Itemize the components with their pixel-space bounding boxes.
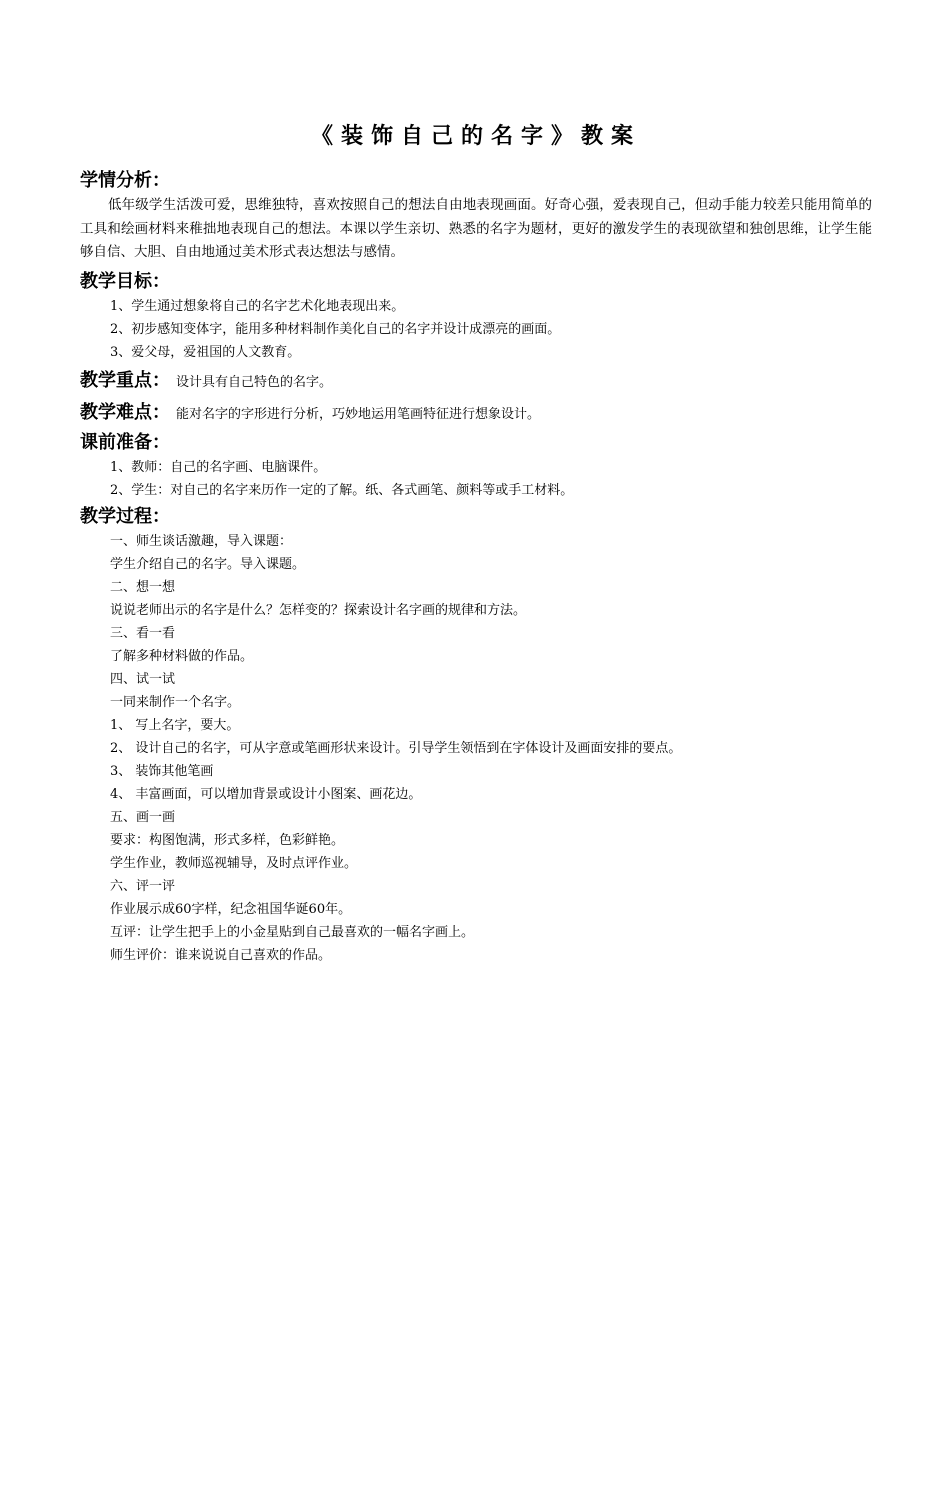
analysis-paragraph: 低年级学生活泼可爱，思维独特，喜欢按照自己的想法自由地表现画面。好奇心强，爱表现自己，但动手能力较差只能用简单的工具和绘画材料来稚拙地表现自己的想法。本课以学生亲切、熟悉的名字为题材，更好的激发学生的表现欲望和独创思维，让学生能够自信、大胆、自由地通过美术形式表达想法与感情。	[80, 197, 872, 260]
goal-item: 2、初步感知变体字，能用多种材料制作美化自己的名字并设计成漂亮的画面。	[110, 321, 561, 337]
goal-item: 1、学生通过想象将自己的名字艺术化地表现出来。	[110, 298, 405, 314]
process-line: 作业展示成60字样，纪念祖国华诞60年。	[110, 901, 352, 917]
goal-item: 3、爱父母，爱祖国的人文教育。	[110, 344, 301, 360]
section-goals	[80, 269, 872, 364]
process-line: 六、评一评	[110, 878, 176, 894]
process-line: 说说老师出示的名字是什么？怎样变的？探索设计名字画的规律和方法。	[110, 602, 527, 618]
document-title: 《装饰自己的名字》教案	[310, 124, 641, 149]
process-line: 4、 丰富画面，可以增加背景或设计小图案、画花边。	[110, 786, 422, 802]
process-line: 3、 装饰其他笔画	[110, 763, 214, 779]
document-page	[80, 120, 872, 969]
section-preparation	[80, 430, 872, 502]
difficulty-text: 能对名字的字形进行分析，巧妙地运用笔画特征进行想象设计。	[176, 406, 541, 422]
process-line: 四、试一试	[110, 671, 176, 687]
process-line: 学生介绍自己的名字。导入课题。	[110, 556, 306, 572]
heading-difficulty: 教学难点：	[80, 401, 170, 423]
section-key-point	[80, 366, 872, 398]
process-line: 要求：构图饱满，形式多样，色彩鲜艳。	[110, 832, 345, 848]
heading-analysis: 学情分析：	[80, 170, 170, 191]
process-line: 师生评价：谁来说说自己喜欢的作品。	[110, 947, 332, 963]
section-analysis	[80, 168, 872, 265]
process-line: 一同来制作一个名字。	[110, 694, 241, 710]
section-process	[80, 504, 872, 967]
key-point-text: 设计具有自己特色的名字。	[176, 374, 333, 390]
preparation-item: 1、教师：自己的名字画、电脑课件。	[110, 459, 327, 475]
heading-process: 教学过程：	[80, 505, 170, 527]
process-line: 了解多种材料做的作品。	[110, 648, 254, 664]
heading-key-point: 教学重点：	[80, 369, 170, 391]
process-line: 五、画一画	[110, 809, 176, 825]
process-line: 三、看一看	[110, 625, 176, 641]
process-line: 一、师生谈话激趣，导入课题：	[110, 533, 293, 549]
heading-goals: 教学目标：	[80, 270, 170, 292]
process-line: 学生作业，教师巡视辅导，及时点评作业。	[110, 855, 358, 871]
preparation-item: 2、学生：对自己的名字来历作一定的了解。纸、各式画笔、颜料等或手工材料。	[110, 482, 574, 498]
section-difficulty	[80, 398, 872, 430]
heading-preparation: 课前准备：	[80, 431, 170, 453]
process-line: 2、 设计自己的名字，可从字意或笔画形状来设计。引导学生领悟到在字体设计及画面安排的要点。	[110, 740, 682, 756]
process-line: 互评：让学生把手上的小金星贴到自己最喜欢的一幅名字画上。	[110, 924, 475, 940]
process-line: 二、想一想	[110, 579, 176, 595]
process-line: 1、 写上名字，要大。	[110, 717, 240, 733]
